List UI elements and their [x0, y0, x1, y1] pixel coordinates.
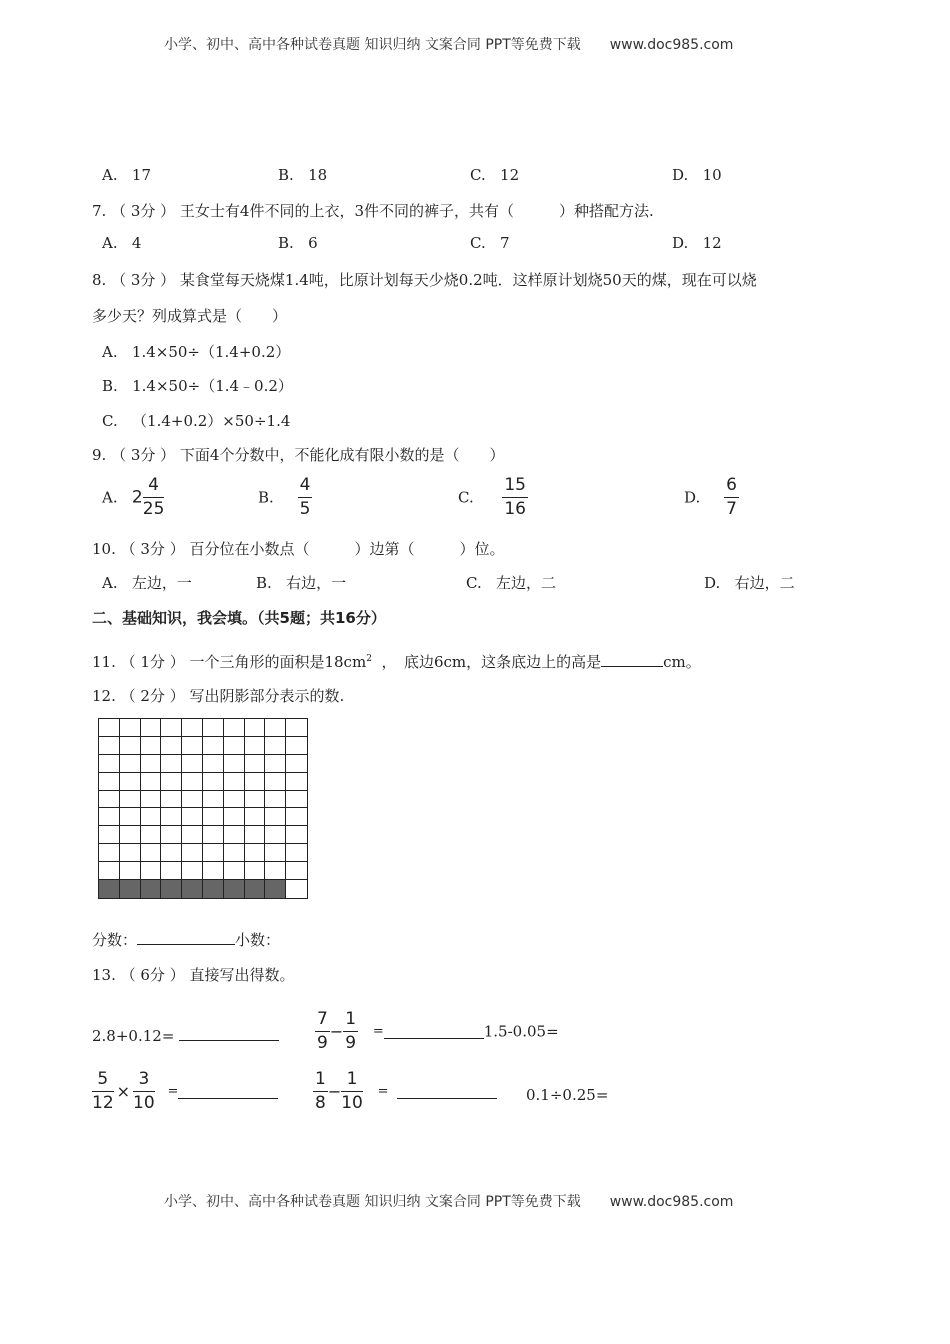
expression-text: 1.5-0.05=: [483, 1022, 559, 1041]
grid-cell: [141, 862, 162, 880]
grid-cell: [182, 844, 203, 862]
q7-option-c[interactable]: [470, 234, 510, 252]
grid-cell: [286, 880, 307, 898]
numerator: 15: [502, 477, 528, 498]
option-text: 7: [500, 234, 510, 252]
fraction: [133, 1071, 155, 1112]
footer-url[interactable]: www.doc985.com: [609, 1194, 734, 1210]
option-letter: C.: [470, 166, 486, 184]
q7-stem: 7. （ 3分 ） 王女士有4件不同的上衣，3件不同的裤子，共有（ ）种搭配方法.: [92, 202, 654, 220]
q9-option-d[interactable]: [684, 477, 739, 518]
grid-cell: [99, 862, 120, 880]
grid-cell: [161, 808, 182, 826]
q6-option-a[interactable]: [102, 166, 151, 184]
answer-blank[interactable]: [179, 1026, 279, 1041]
numerator: 6: [724, 477, 739, 498]
section-title: 二、基础知识，我会填。（共5题；共16分）: [92, 609, 386, 627]
q9-option-a[interactable]: [102, 477, 164, 518]
option-text: 17: [131, 166, 152, 184]
option-letter: C.: [466, 574, 482, 592]
option-text: 18: [308, 166, 328, 184]
grid-cell: [286, 808, 307, 826]
grid-cell: [224, 791, 245, 809]
grid-cell: [161, 773, 182, 791]
q8-stem-line2: 多少天？列成算式是（ ）: [92, 307, 288, 325]
answer-blank[interactable]: [178, 1084, 278, 1099]
option-letter: D.: [684, 488, 701, 507]
grid-cell: [224, 826, 245, 844]
option-letter: A.: [102, 574, 118, 592]
grid-cell: [245, 844, 266, 862]
equals-sign: =: [167, 1084, 179, 1099]
grid-cell: [182, 719, 203, 737]
option-letter: C.: [102, 412, 118, 430]
grid-cell: [286, 737, 307, 755]
grid-cell: [265, 808, 286, 826]
grid-cell: [224, 737, 245, 755]
grid-cell: [120, 862, 141, 880]
numerator: 7: [315, 1011, 330, 1032]
equals-sign: =: [377, 1084, 389, 1099]
q13-expr-2: [315, 1011, 559, 1052]
grid-cell: [99, 826, 120, 844]
q13-expr-4: [92, 1071, 278, 1112]
whole-number: 2: [131, 487, 143, 508]
fraction: [313, 1071, 328, 1112]
grid-cell: [120, 844, 141, 862]
option-text: 1.4×50÷（1.4+0.2）: [131, 343, 291, 361]
grid-cell: [182, 755, 203, 773]
grid-cell: [245, 808, 266, 826]
unit-label: cm。: [663, 653, 701, 671]
grid-cell: [265, 737, 286, 755]
answer-blank[interactable]: [397, 1084, 497, 1099]
grid-cell-shaded: [203, 880, 224, 898]
option-letter: B.: [256, 574, 272, 592]
grid-cell: [141, 737, 162, 755]
q11-stem: [92, 651, 701, 672]
fraction: [343, 1011, 358, 1052]
q13-stem: 13. （ 6分 ） 直接写出得数。: [92, 966, 295, 984]
grid-cell: [161, 791, 182, 809]
grid-cell: [161, 737, 182, 755]
grid-cell: [286, 755, 307, 773]
equals-sign: =: [372, 1024, 384, 1039]
answer-blank[interactable]: [601, 652, 663, 667]
denominator: 5: [299, 499, 311, 519]
q7-option-b[interactable]: [278, 234, 318, 252]
option-letter: B.: [278, 234, 294, 252]
footer-text: 小学、初中、高中各种试卷真题 知识归纳 文案合同 PPT等免费下载: [164, 1194, 581, 1210]
numerator: 1: [341, 1071, 363, 1092]
q13-expr-5: [313, 1071, 497, 1112]
grid-cell: [99, 773, 120, 791]
q9-option-b[interactable]: [258, 477, 312, 518]
grid-cell: [203, 773, 224, 791]
grid-cell: [182, 808, 203, 826]
q9-stem: 9. （ 3分 ） 下面4个分数中，不能化成有限小数的是（ ）: [92, 446, 505, 464]
q8-option-b[interactable]: [102, 375, 293, 396]
grid-cell: [161, 862, 182, 880]
q8-option-a[interactable]: [102, 341, 290, 362]
grid-cell: [182, 862, 203, 880]
denominator: 10: [133, 1093, 155, 1113]
option-text: 6: [308, 234, 318, 252]
answer-blank[interactable]: [384, 1024, 484, 1039]
option-letter: A.: [102, 343, 118, 361]
option-text: 左边，二: [496, 574, 557, 592]
denominator: 12: [92, 1093, 114, 1113]
grid-cell: [161, 844, 182, 862]
option-letter: C.: [470, 234, 486, 252]
option-letter: D.: [672, 166, 689, 184]
q12-stem: 12. （ 2分 ） 写出阴影部分表示的数.: [92, 687, 345, 705]
grid-cell: [99, 844, 120, 862]
q13-expr-6: 0.1÷0.25=: [526, 1086, 609, 1104]
q11-stem-part2: ， 底边6cm，这条底边上的高是: [381, 653, 602, 671]
denominator: 8: [315, 1093, 326, 1113]
grid-cell: [120, 737, 141, 755]
fraction: [298, 477, 313, 518]
grid-cell: [182, 826, 203, 844]
denominator: 9: [317, 1033, 328, 1053]
denominator: 9: [345, 1033, 357, 1053]
fraction: [724, 477, 739, 518]
hundred-grid: [98, 718, 308, 899]
grid-cell: [265, 791, 286, 809]
grid-cell: [141, 791, 162, 809]
grid-cell: [99, 791, 120, 809]
decimal-label: 小数：: [235, 931, 281, 949]
grid-cell: [203, 755, 224, 773]
grid-cell: [161, 755, 182, 773]
numerator: 1: [313, 1071, 328, 1092]
denominator: 25: [142, 499, 165, 519]
fraction: [92, 1071, 114, 1112]
option-text: 10: [702, 166, 722, 184]
numerator: 4: [298, 477, 313, 498]
grid-cell: [182, 773, 203, 791]
grid-cell: [286, 862, 307, 880]
operator: ×: [116, 1082, 131, 1101]
page-header: [164, 34, 733, 54]
grid-cell: [99, 719, 120, 737]
option-letter: C.: [458, 488, 474, 507]
grid-cell-shaded: [224, 880, 245, 898]
option-text: 右边，二: [734, 574, 795, 592]
grid-cell-shaded: [161, 880, 182, 898]
denominator: 16: [504, 499, 526, 519]
grid-cell: [265, 719, 286, 737]
grid-cell: [203, 844, 224, 862]
grid-cell: [203, 826, 224, 844]
grid-cell: [245, 755, 266, 773]
grid-cell: [286, 773, 307, 791]
numerator: 4: [143, 477, 165, 498]
header-url[interactable]: www.doc985.com: [609, 37, 734, 53]
grid-cell: [224, 844, 245, 862]
page-footer: [164, 1191, 733, 1211]
grid-cell: [224, 773, 245, 791]
grid-cell: [245, 719, 266, 737]
fraction-answer-blank[interactable]: [137, 930, 235, 945]
grid-cell: [265, 844, 286, 862]
grid-cell: [224, 755, 245, 773]
numerator: 3: [133, 1071, 155, 1092]
q13-expr-1: [92, 1026, 279, 1045]
expression-text: 2.8+0.12=: [92, 1027, 175, 1045]
option-text: 左边，一: [131, 574, 192, 592]
q6-option-d[interactable]: [672, 166, 722, 184]
q10-option-c[interactable]: [466, 572, 556, 593]
q9-option-c[interactable]: [458, 477, 528, 518]
q10-option-a[interactable]: [102, 572, 192, 593]
grid-cell-shaded: [245, 880, 266, 898]
grid-cell: [141, 755, 162, 773]
grid-cell: [161, 826, 182, 844]
grid-cell: [182, 791, 203, 809]
grid-cell: [141, 826, 162, 844]
grid-cell: [286, 791, 307, 809]
grid-cell: [203, 737, 224, 755]
grid-cell: [203, 808, 224, 826]
option-text: 4: [131, 234, 142, 252]
grid-cell: [286, 826, 307, 844]
q10-option-d[interactable]: [704, 572, 795, 593]
grid-cell: [203, 719, 224, 737]
grid-cell: [182, 737, 203, 755]
option-letter: A.: [102, 166, 118, 184]
grid-cell: [120, 773, 141, 791]
grid-cell-shaded: [265, 880, 286, 898]
q8-stem-line1: 8. （ 3分 ） 某食堂每天烧煤1.4吨，比原计划每天少烧0.2吨．这样原计划烧50天的煤，现在可以烧: [92, 271, 757, 289]
grid-cell-shaded: [141, 880, 162, 898]
grid-cell: [245, 773, 266, 791]
grid-cell: [245, 737, 266, 755]
grid-cell: [120, 755, 141, 773]
grid-cell: [245, 791, 266, 809]
numerator: 1: [343, 1011, 358, 1032]
fraction: [315, 1011, 330, 1052]
grid-cell-shaded: [120, 880, 141, 898]
grid-cell: [224, 719, 245, 737]
option-letter: A.: [102, 234, 118, 252]
fraction: [502, 477, 528, 518]
operator: −: [329, 1022, 344, 1041]
grid-cell: [141, 773, 162, 791]
q12-answer-line: [92, 929, 280, 950]
grid-cell: [265, 773, 286, 791]
grid-cell-shaded: [182, 880, 203, 898]
fraction-label: 分数：: [92, 931, 138, 949]
option-letter: B.: [102, 377, 118, 395]
option-letter: D.: [672, 234, 689, 252]
denominator: 7: [726, 499, 737, 519]
q11-stem-part1: 11. （ 1分 ） 一个三角形的面积是18cm: [92, 653, 367, 671]
q6-option-c[interactable]: [470, 166, 519, 184]
q7-option-d[interactable]: [672, 234, 722, 252]
grid-cell: [141, 719, 162, 737]
grid-cell: [99, 737, 120, 755]
fraction: [143, 477, 165, 518]
grid-cell: [265, 755, 286, 773]
grid-cell: [161, 719, 182, 737]
fraction: [341, 1071, 363, 1112]
grid-cell: [141, 808, 162, 826]
option-text: （1.4+0.2）×50÷1.4: [132, 412, 291, 430]
option-text: 12: [500, 166, 520, 184]
grid-cell: [245, 862, 266, 880]
option-text: 1.4×50÷（1.4﹣0.2）: [132, 377, 293, 395]
grid-cell: [141, 844, 162, 862]
grid-cell: [203, 791, 224, 809]
operator: −: [327, 1082, 342, 1101]
grid-cell: [120, 791, 141, 809]
option-letter: B.: [258, 488, 274, 507]
option-text: 12: [702, 234, 722, 252]
q7-option-a[interactable]: [102, 234, 141, 252]
q6-option-b[interactable]: [278, 166, 327, 184]
grid-cell: [286, 719, 307, 737]
q10-option-b[interactable]: [256, 572, 346, 593]
header-text: 小学、初中、高中各种试卷真题 知识归纳 文案合同 PPT等免费下载: [164, 37, 581, 53]
superscript: 2: [366, 654, 372, 664]
grid-cell-shaded: [99, 880, 120, 898]
numerator: 5: [92, 1071, 114, 1092]
option-text: 右边，一: [286, 574, 347, 592]
option-letter: D.: [704, 574, 721, 592]
grid-cell: [224, 862, 245, 880]
grid-cell: [120, 826, 141, 844]
grid-cell: [120, 808, 141, 826]
grid-cell: [224, 808, 245, 826]
option-letter: A.: [102, 488, 118, 507]
grid-cell: [265, 826, 286, 844]
option-letter: B.: [278, 166, 294, 184]
grid-cell: [203, 862, 224, 880]
grid-cell: [265, 862, 286, 880]
q8-option-c[interactable]: [102, 410, 290, 431]
grid-cell: [286, 844, 307, 862]
grid-cell: [245, 826, 266, 844]
grid-cell: [99, 808, 120, 826]
q10-stem: 10. （ 3分 ） 百分位在小数点（ ）边第（ ）位。: [92, 540, 505, 558]
grid-cell: [120, 719, 141, 737]
denominator: 10: [341, 1093, 363, 1113]
grid-cell: [99, 755, 120, 773]
